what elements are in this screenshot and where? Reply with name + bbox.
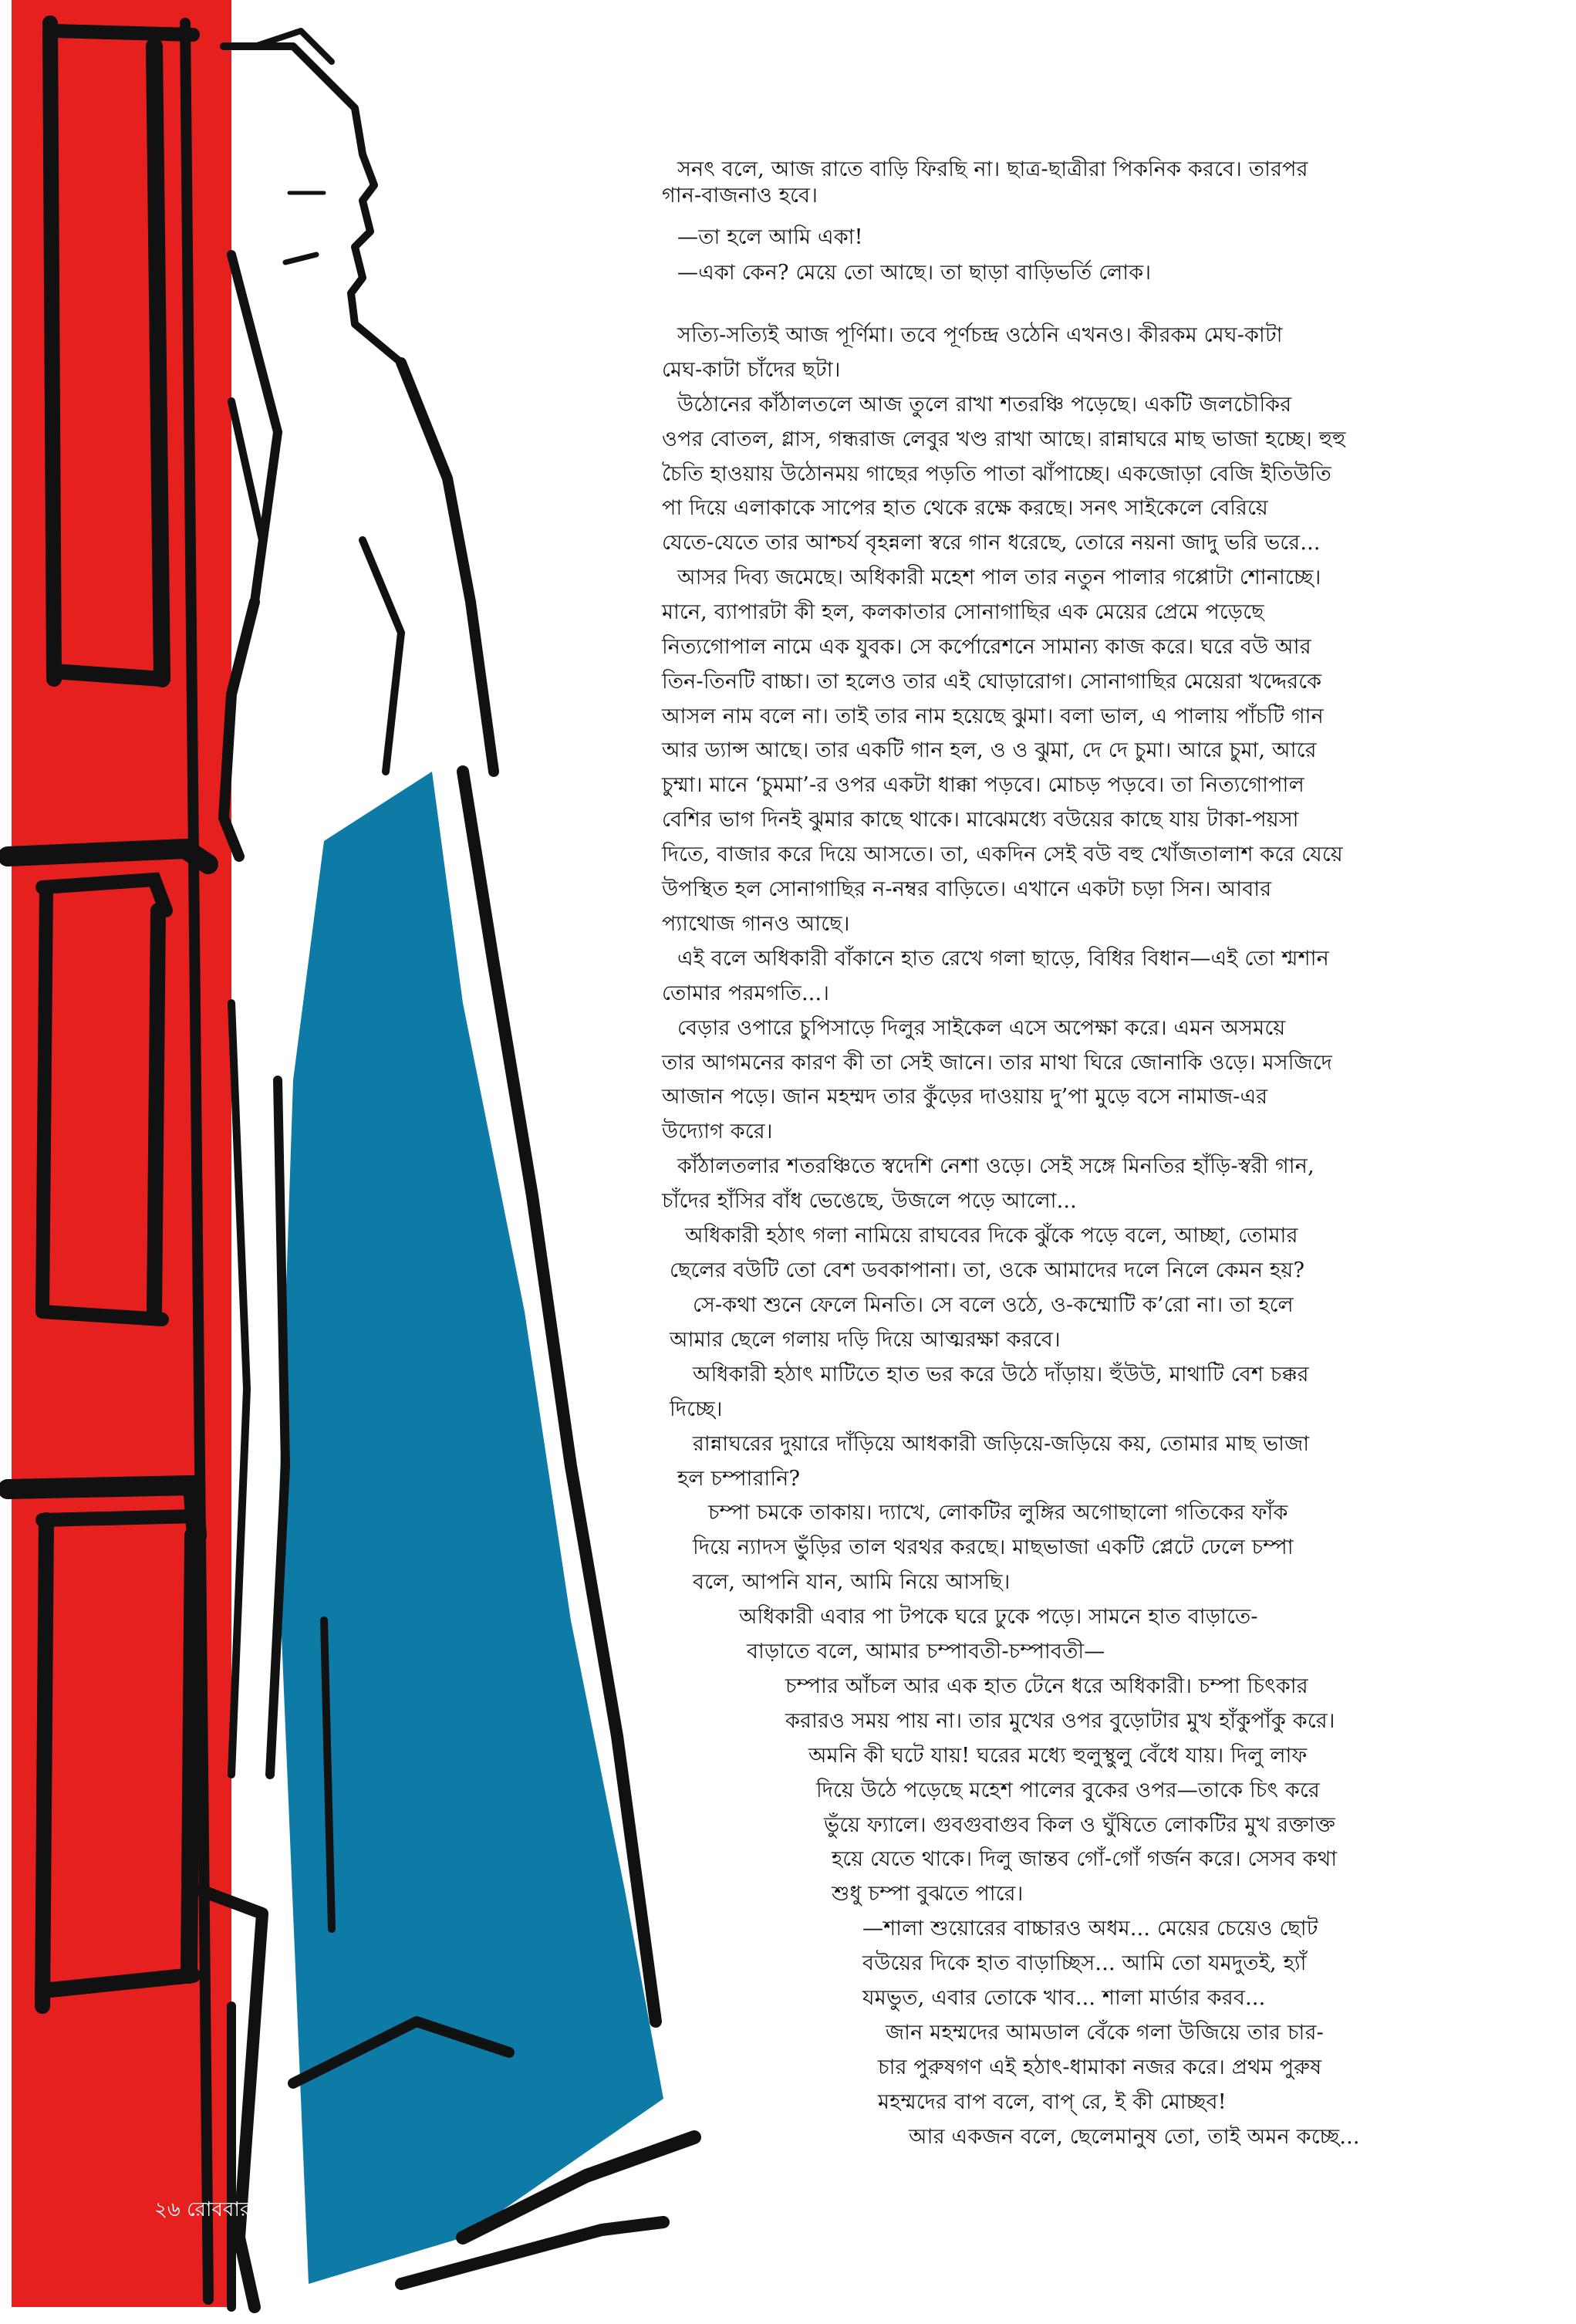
text-line: মেঘ-কাটা চাঁদের ছটা। (662, 358, 841, 382)
text-line: শুধু চম্পা বুঝতে পারে। (832, 1882, 1024, 1906)
text-line: অধিকারী হঠাৎ মাটিতে হাত ভর করে উঠে দাঁড়ায়। হুঁউউ, মাথাটি বেশ চক্কর (693, 1363, 1309, 1387)
text-line: সে-কথা শুনে ফেলে মিনতি। সে বলে ওঠে, ও-কম্মোটি ক’রো না। তা হলে (693, 1293, 1294, 1317)
text-line: গান-বাজনাও হবে। (662, 184, 818, 208)
text-line: বলে, আপনি যান, আমি নিয়ে আসছি। (693, 1570, 1011, 1594)
text-line: ওপর বোতল, গ্লাস, গন্ধরাজ লেবুর খণ্ড রাখা আছে। রান্নাঘরে মাছ ভাজা হচ্ছে। হুহু (662, 427, 1346, 451)
text-line: জান মহম্মদের আমডাল বেঁকে গলা উজিয়ে তার চার- (886, 2021, 1324, 2045)
text-line: চৈতি হাওয়ায় উঠোনময় গাছের পড়তি পাতা ঝাঁপাচ্ছে। একজোড়া বেজি ইতিউতি (662, 462, 1331, 486)
text-line: যমভুত, এবার তোকে খাব... শালা মার্ডার করব... (862, 1986, 1266, 2010)
text-line: —শালা শুয়োরের বাচ্চারও অধম... মেয়ের চেয়েও ছোট (862, 1917, 1318, 1941)
text-line: অধিকারী হঠাৎ গলা নামিয়ে রাঘবের দিকে ঝুঁকে পড়ে বলে, আচ্ছা, তোমার (685, 1224, 1298, 1248)
text-line: নিত্যগোপাল নামে এক যুবক। সে কর্পোরেশনে সামান্য কাজ করে। ঘরে বউ আর (662, 635, 1311, 659)
text-line: অমনি কী ঘটে যায়! ঘরের মধ্যে হুলুস্থুলু বেঁধে যায়। দিলু লাফ (808, 1744, 1308, 1768)
text-line: অধিকারী এবার পা টপকে ঘরে ঢুকে পড়ে। সামনে হাত বাড়াতে- (739, 1605, 1258, 1629)
text-line: আর ড্যান্স আছে। তার একটি গান হল, ও ও ঝুমা, দে দে চুমা। আরে চুমা, আরে (662, 738, 1317, 762)
text-line: চম্পা চমকে তাকায়। দ্যাখে, লোকটির লুঙ্গির অগোছালো গতিকের ফাঁক (708, 1501, 1288, 1525)
text-line: তোমার পরমগতি...। (662, 981, 830, 1005)
text-line: তার আগমনের কারণ কী তা সেই জানে। তার মাথা ঘিরে জোনাকি ওড়ে। মসজিদে (662, 1051, 1333, 1075)
text-line: দিচ্ছে। (670, 1397, 723, 1421)
text-line: হয়ে যেতে থাকে। দিলু জান্তব গোঁ-গোঁ গর্জন করে। সেসব কথা (832, 1847, 1338, 1871)
text-line: বউয়ের দিকে হাত বাড়াচ্ছিস... আমি তো যমদুতই, হ্যাঁ (862, 1951, 1307, 1975)
text-line: ছেলের বউটি তো বেশ ডবকাপানা। তা, ওকে আমাদের দলে নিলে কেমন হয়? (670, 1258, 1305, 1282)
text-line: উঠোনের কাঁঠালতলে আজ তুলে রাখা শতরঞ্চি পড়েছে। একটি জলচৌকির (677, 393, 1292, 417)
text-line: দিতে, বাজার করে দিয়ে আসতে। তা, একদিন সেই বউ বহু খোঁজতালাশ করে যেয়ে (662, 843, 1343, 866)
text-line: —একা কেন? মেয়ে তো আছে। তা ছাড়া বাড়িভর্তি লোক। (677, 261, 1152, 285)
text-line: প্যাথোজ গানও আছে। (662, 912, 850, 936)
text-line: পা দিয়ে এলাকাকে সাপের হাত থেকে রক্ষে করছে। সনৎ সাইকেলে বেরিয়ে (662, 496, 1269, 520)
text-line: উদ্যোগ করে। (662, 1120, 773, 1143)
text-line: ভুঁয়ে ফ্যালে। গুবগুবাগুব কিল ও ঘুঁষিতে লোকটির মুখ রক্তাক্ত (824, 1813, 1336, 1837)
text-line: দিয়ে উঠে পড়েছে মহেশ পালের বুকের ওপর—তাকে চিৎ করে (816, 1778, 1320, 1802)
text-line: কাঁঠালতলার শতরঞ্চিতে স্বদেশি নেশা ওড়ে। সেই সঙ্গে মিনতির হাঁড়ি-স্বরী গান, (677, 1154, 1314, 1178)
text-line: দিয়ে ন্যাদস ভুঁড়ির তাল থরথর করছে। মাছভাজা একটি প্লেটে ঢেলে চম্পা (693, 1535, 1294, 1559)
text-line: যেতে-যেতে তার আশ্চর্য বৃহন্নলা স্বরে গান ধরেছে, তোরে নয়না জাদু ভরি ভরে... (662, 531, 1321, 555)
text-line: করারও সময় পায় না। তার মুখের ওপর বুড়োটার মুখ হাঁকুপাঁকু করে। (785, 1709, 1335, 1733)
text-line: সনৎ বলে, আজ রাতে বাড়ি ফিরছি না। ছাত্র-ছাত্রীরা পিকনিক করবে। তারপর (677, 157, 1308, 181)
page-footer: ২৬ রোববার (154, 2198, 251, 2221)
text-line: আর একজন বলে, ছেলেমানুষ তো, তাই অমন কচ্ছে... (909, 2125, 1360, 2149)
text-line: আজান পড়ে। জান মহম্মদ তার কুঁড়ের দাওয়ায় দু’পা মুড়ে বসে নামাজ-এর (662, 1085, 1268, 1109)
text-line: এই বলে অধিকারী বাঁকানে হাত রেখে গলা ছাড়ে, বিধির বিধান—এই তো শ্মশান (677, 947, 1329, 971)
text-line: চম্পার আঁচল আর এক হাত টেনে ধরে অধিকারী। চম্পা চিৎকার (785, 1674, 1308, 1698)
text-line: বেড়ার ওপারে চুপিসাড়ে দিলুর সাইকেল এসে অপেক্ষা করে। এমন অসময়ে (677, 1016, 1286, 1040)
text-line: চাঁদের হাঁসির বাঁধ ভেঙেছে, উজলে পড়ে আলো... (662, 1189, 1077, 1213)
text-line: আমার ছেলে গলায় দড়ি দিয়ে আত্মরক্ষা করবে। (670, 1328, 1061, 1352)
text-line: মহম্মদের বাপ বলে, বাপ্ রে, ই কী মোচ্ছব! (878, 2090, 1227, 2114)
text-line: চার পুরুষগণ এই হঠাৎ-ধামাকা নজর করে। প্রথম পুরুষ (878, 2055, 1322, 2079)
text-line: উপস্থিত হল সোনাগাছির ন-নম্বর বাড়িতে। এখানে একটা চড়া সিন। আবার (662, 877, 1272, 901)
text-line: বাড়াতে বলে, আমার চম্পাবতী-চম্পাবতী— (747, 1640, 1105, 1664)
text-line: মানে, ব্যাপারটা কী হল, কলকাতার সোনাগাছির এক মেয়ের প্রেমে পড়েছে (662, 600, 1264, 624)
text-line: আসল নাম বলে না। তাই তার নাম হয়েছে ঝুমা। বলা ভাল, এ পালায় পাঁচটি গান (662, 704, 1324, 728)
text-line: রান্নাঘরের দুয়ারে দাঁড়িয়ে আধকারী জড়িয়ে-জড়িয়ে কয়, তোমার মাছ ভাজা (693, 1432, 1310, 1456)
text-line: চুম্মা। মানে ‘চুমমা’-র ওপর একটা ধাক্কা পড়বে। মোচড় পড়বে। তা নিত্যগোপাল (662, 773, 1304, 797)
text-line: আসর দিব্য জমেছে। অধিকারী মহেশ পাল তার নতুন পালার গপ্পোটা শোনাচ্ছে। (677, 566, 1321, 589)
text-line: সত্যি-সত্যিই আজ পূর্ণিমা। তবে পূর্ণচন্দ্র ওঠেনি এখনও। কীরকম মেঘ-কাটা (677, 323, 1283, 347)
text-line: বেশির ভাগ দিনই ঝুমার কাছে থাকে। মাঝেমধ্যে বউয়ের কাছে যায় টাকা-পয়সা (662, 808, 1299, 832)
text-line: হল চম্পারানি? (677, 1467, 801, 1491)
text-line: তিন-তিনটি বাচ্চা। তা হলেও তার এই ঘোড়ারোগ। সোনাগাছির মেয়েরা খদ্দেরকে (662, 670, 1322, 694)
text-line: —তা হলে আমি একা! (677, 225, 863, 249)
